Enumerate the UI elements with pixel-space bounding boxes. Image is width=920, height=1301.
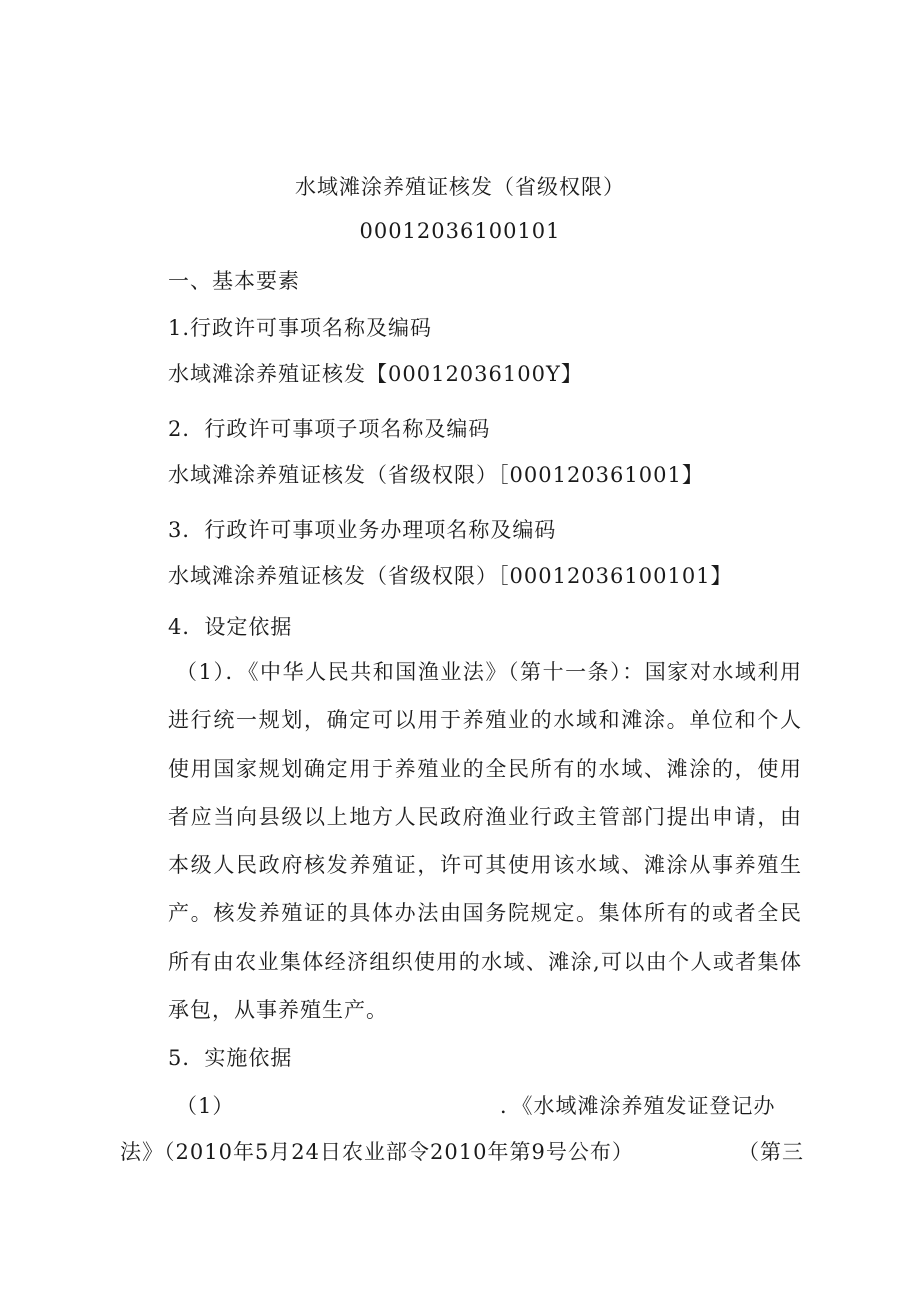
item5-para-number: （1）	[176, 1094, 235, 1118]
item4-legal-basis-paragraph: （1）．《中华人民共和国渔业法》（第十一条）：国家对水域利用进行统一规划，确定可以用于养殖业的水域和滩涂。单位和个人使用国家规划确定用于养殖业的全民所有的水域、滩涂的，使用者应当向县级以上地方人民政府渔业行政主管部门提出申请，由本级人民政府核发养殖证，许可其使用该水域、滩涂从事养殖生产。核发养殖证的具体办法由国务院规定。集体所有的或者全民所有由农业集体经济组织使用的水域、滩涂,可以由个人或者集体承包，从事养殖生产。	[168, 660, 802, 1023]
item3-value: 水域滩涂养殖证核发（省级权限）［00012036100101】	[168, 564, 733, 588]
item3-heading: 3．行政许可事项业务办理项名称及编码	[168, 518, 557, 542]
item1-value: 水域滩涂养殖证核发【00012036100Y】	[168, 362, 583, 386]
item2-value: 水域滩涂养殖证核发（省级权限）［000120361001】	[168, 463, 704, 487]
document-title: 水域滩涂养殖证核发（省级权限）	[295, 175, 625, 199]
item4-heading: 4．设定依据	[168, 615, 293, 639]
section-heading-basic-elements: 一、基本要素	[168, 269, 300, 293]
item5-para-line2-end: （第三	[738, 1140, 804, 1164]
document-code: 00012036100101	[359, 219, 561, 243]
item5-para-line2: 法》（2010年5月24日农业部令2010年第9号公布）	[120, 1140, 634, 1164]
item5-heading: 5．实施依据	[168, 1046, 293, 1070]
item2-heading: 2．行政许可事项子项名称及编码	[168, 417, 491, 441]
item1-heading: 1.行政许可事项名称及编码	[168, 316, 433, 340]
item5-para-title-start: ．《水域滩涂养殖发证登记办	[500, 1094, 776, 1118]
